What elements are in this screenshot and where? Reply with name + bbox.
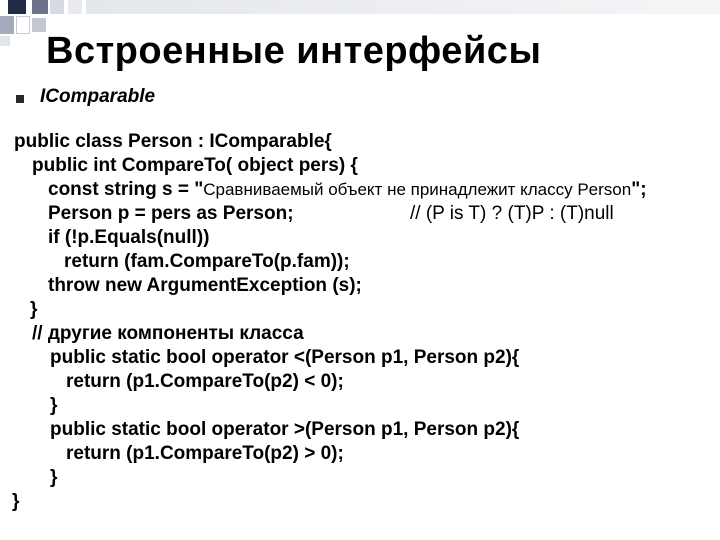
code-line: } (50, 467, 58, 488)
string-literal: Сравниваемый объект не принадлежит классу Person (203, 180, 632, 199)
code-line: return (fam.CompareTo(p.fam)); (64, 251, 350, 272)
code-line: return (p1.CompareTo(p2) > 0); (66, 443, 344, 464)
code-line: Person p = pers as Person; (48, 203, 294, 224)
code-line (48, 178, 647, 202)
code-line: public class Person : IComparable{ (14, 131, 332, 152)
decor-square (68, 0, 82, 14)
code-line: } (30, 299, 38, 320)
decor-square (32, 0, 48, 14)
decor-square (8, 0, 26, 14)
slide-title: Встроенные интерфейсы (46, 30, 542, 72)
decor-square (50, 0, 64, 14)
slide-subtitle: IComparable (40, 86, 156, 107)
code-comment: // другие компоненты класса (32, 323, 304, 344)
code-comment: // (P is T) ? (T)P : (T)null (410, 203, 614, 224)
decor-band (86, 0, 720, 14)
bullet-icon (16, 95, 24, 103)
code-line: if (!p.Equals(null)) (48, 227, 210, 248)
code-fragment: "; (631, 179, 647, 200)
code-line: throw new ArgumentException (s); (48, 275, 362, 296)
decor-square (16, 16, 30, 34)
code-line: return (p1.CompareTo(p2) < 0); (66, 371, 344, 392)
code-fragment: const string s = " (48, 179, 204, 200)
code-line: } (50, 395, 58, 416)
decor-square (0, 36, 10, 46)
code-line: public static bool operator <(Person p1, Person p2){ (50, 347, 520, 368)
decor-square (0, 16, 14, 34)
code-line: public static bool operator >(Person p1, Person p2){ (50, 419, 520, 440)
decor-square (32, 18, 46, 32)
code-line: } (12, 491, 20, 512)
code-line: public int CompareTo( object pers) { (32, 155, 358, 176)
